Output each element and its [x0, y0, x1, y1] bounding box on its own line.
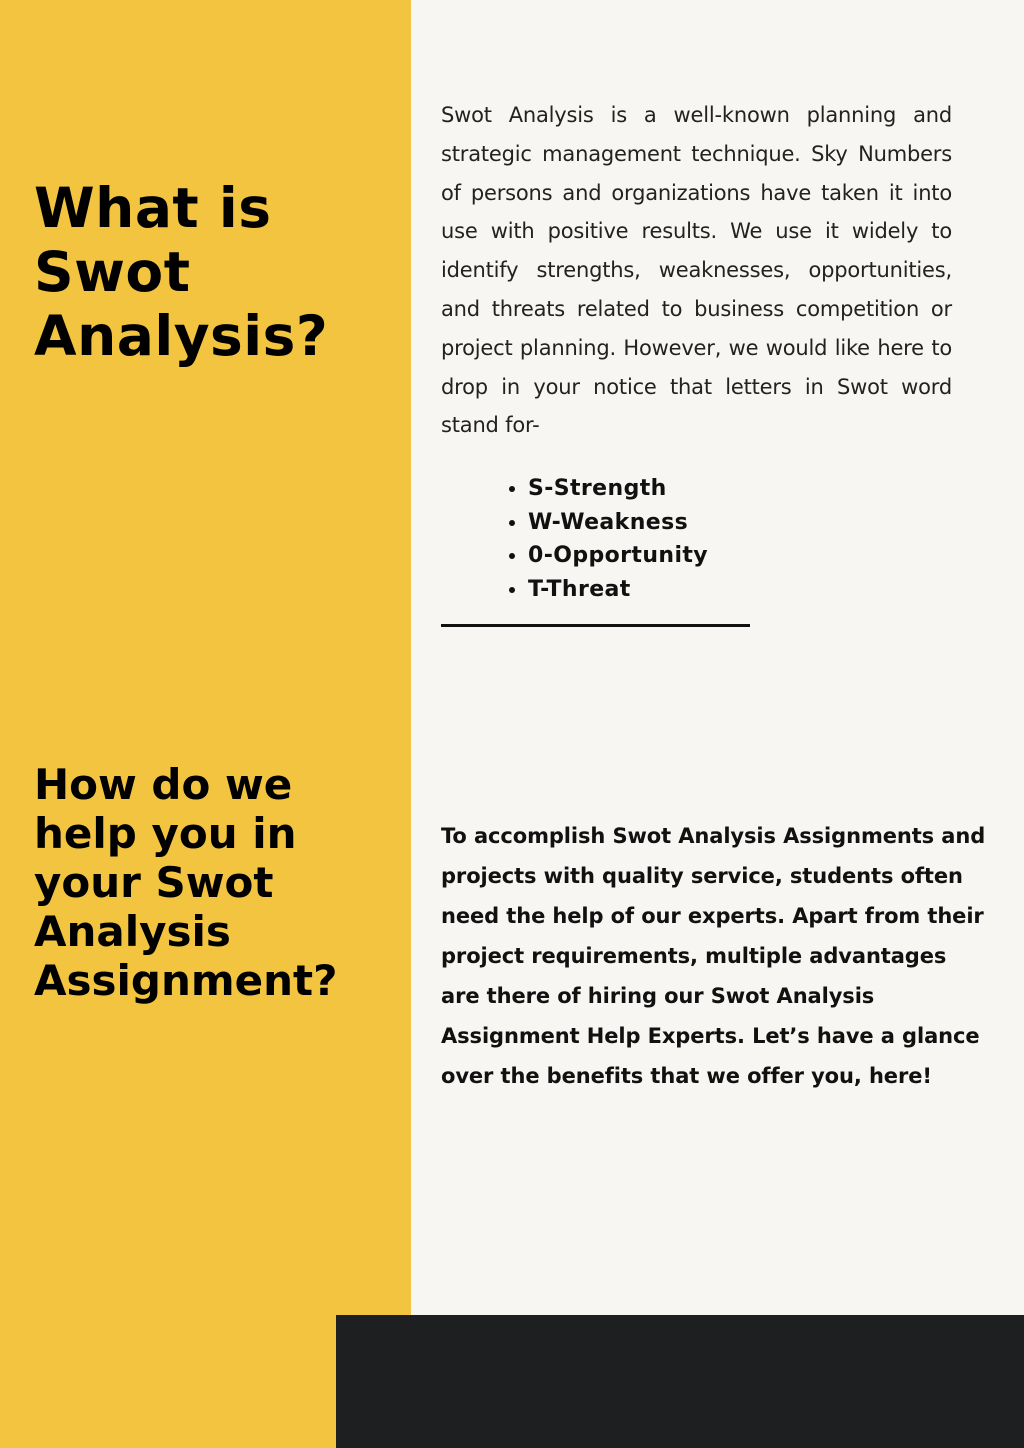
list-item: • W-Weakness [528, 506, 708, 540]
footer-dark-block [336, 1315, 1024, 1448]
section-2-body: To accomplish Swot Analysis Assignments and projects with quality service, students often need the help of our experts. Apart from their project requirements, multiple advantages are there of hiring our Swot Analysis Assignment Help Experts. Let’s have a glance over the benefits that we offer you, here! [441, 824, 986, 1088]
section-divider [441, 624, 750, 627]
list-item: • S-Strength [528, 472, 708, 506]
section-2-heading: How do we help you in your Swot Analysis Assignment? [34, 760, 338, 1005]
list-item: • T-Threat [528, 573, 708, 607]
section-1-heading: What is Swot Analysis? [34, 176, 329, 368]
section-1-body: Swot Analysis is a well-known planning and strategic management technique. Sky Numbers of persons and organizations have taken it into use with positive results. We use it widely to identify strengths, weaknesses, opportunities, and threats related to business competition or project planning. However, we would like here to drop in your notice that letters in Swot word stand for- [441, 103, 952, 438]
swot-letter-list [500, 472, 708, 606]
list-item: • 0-Opportunity [528, 539, 708, 573]
